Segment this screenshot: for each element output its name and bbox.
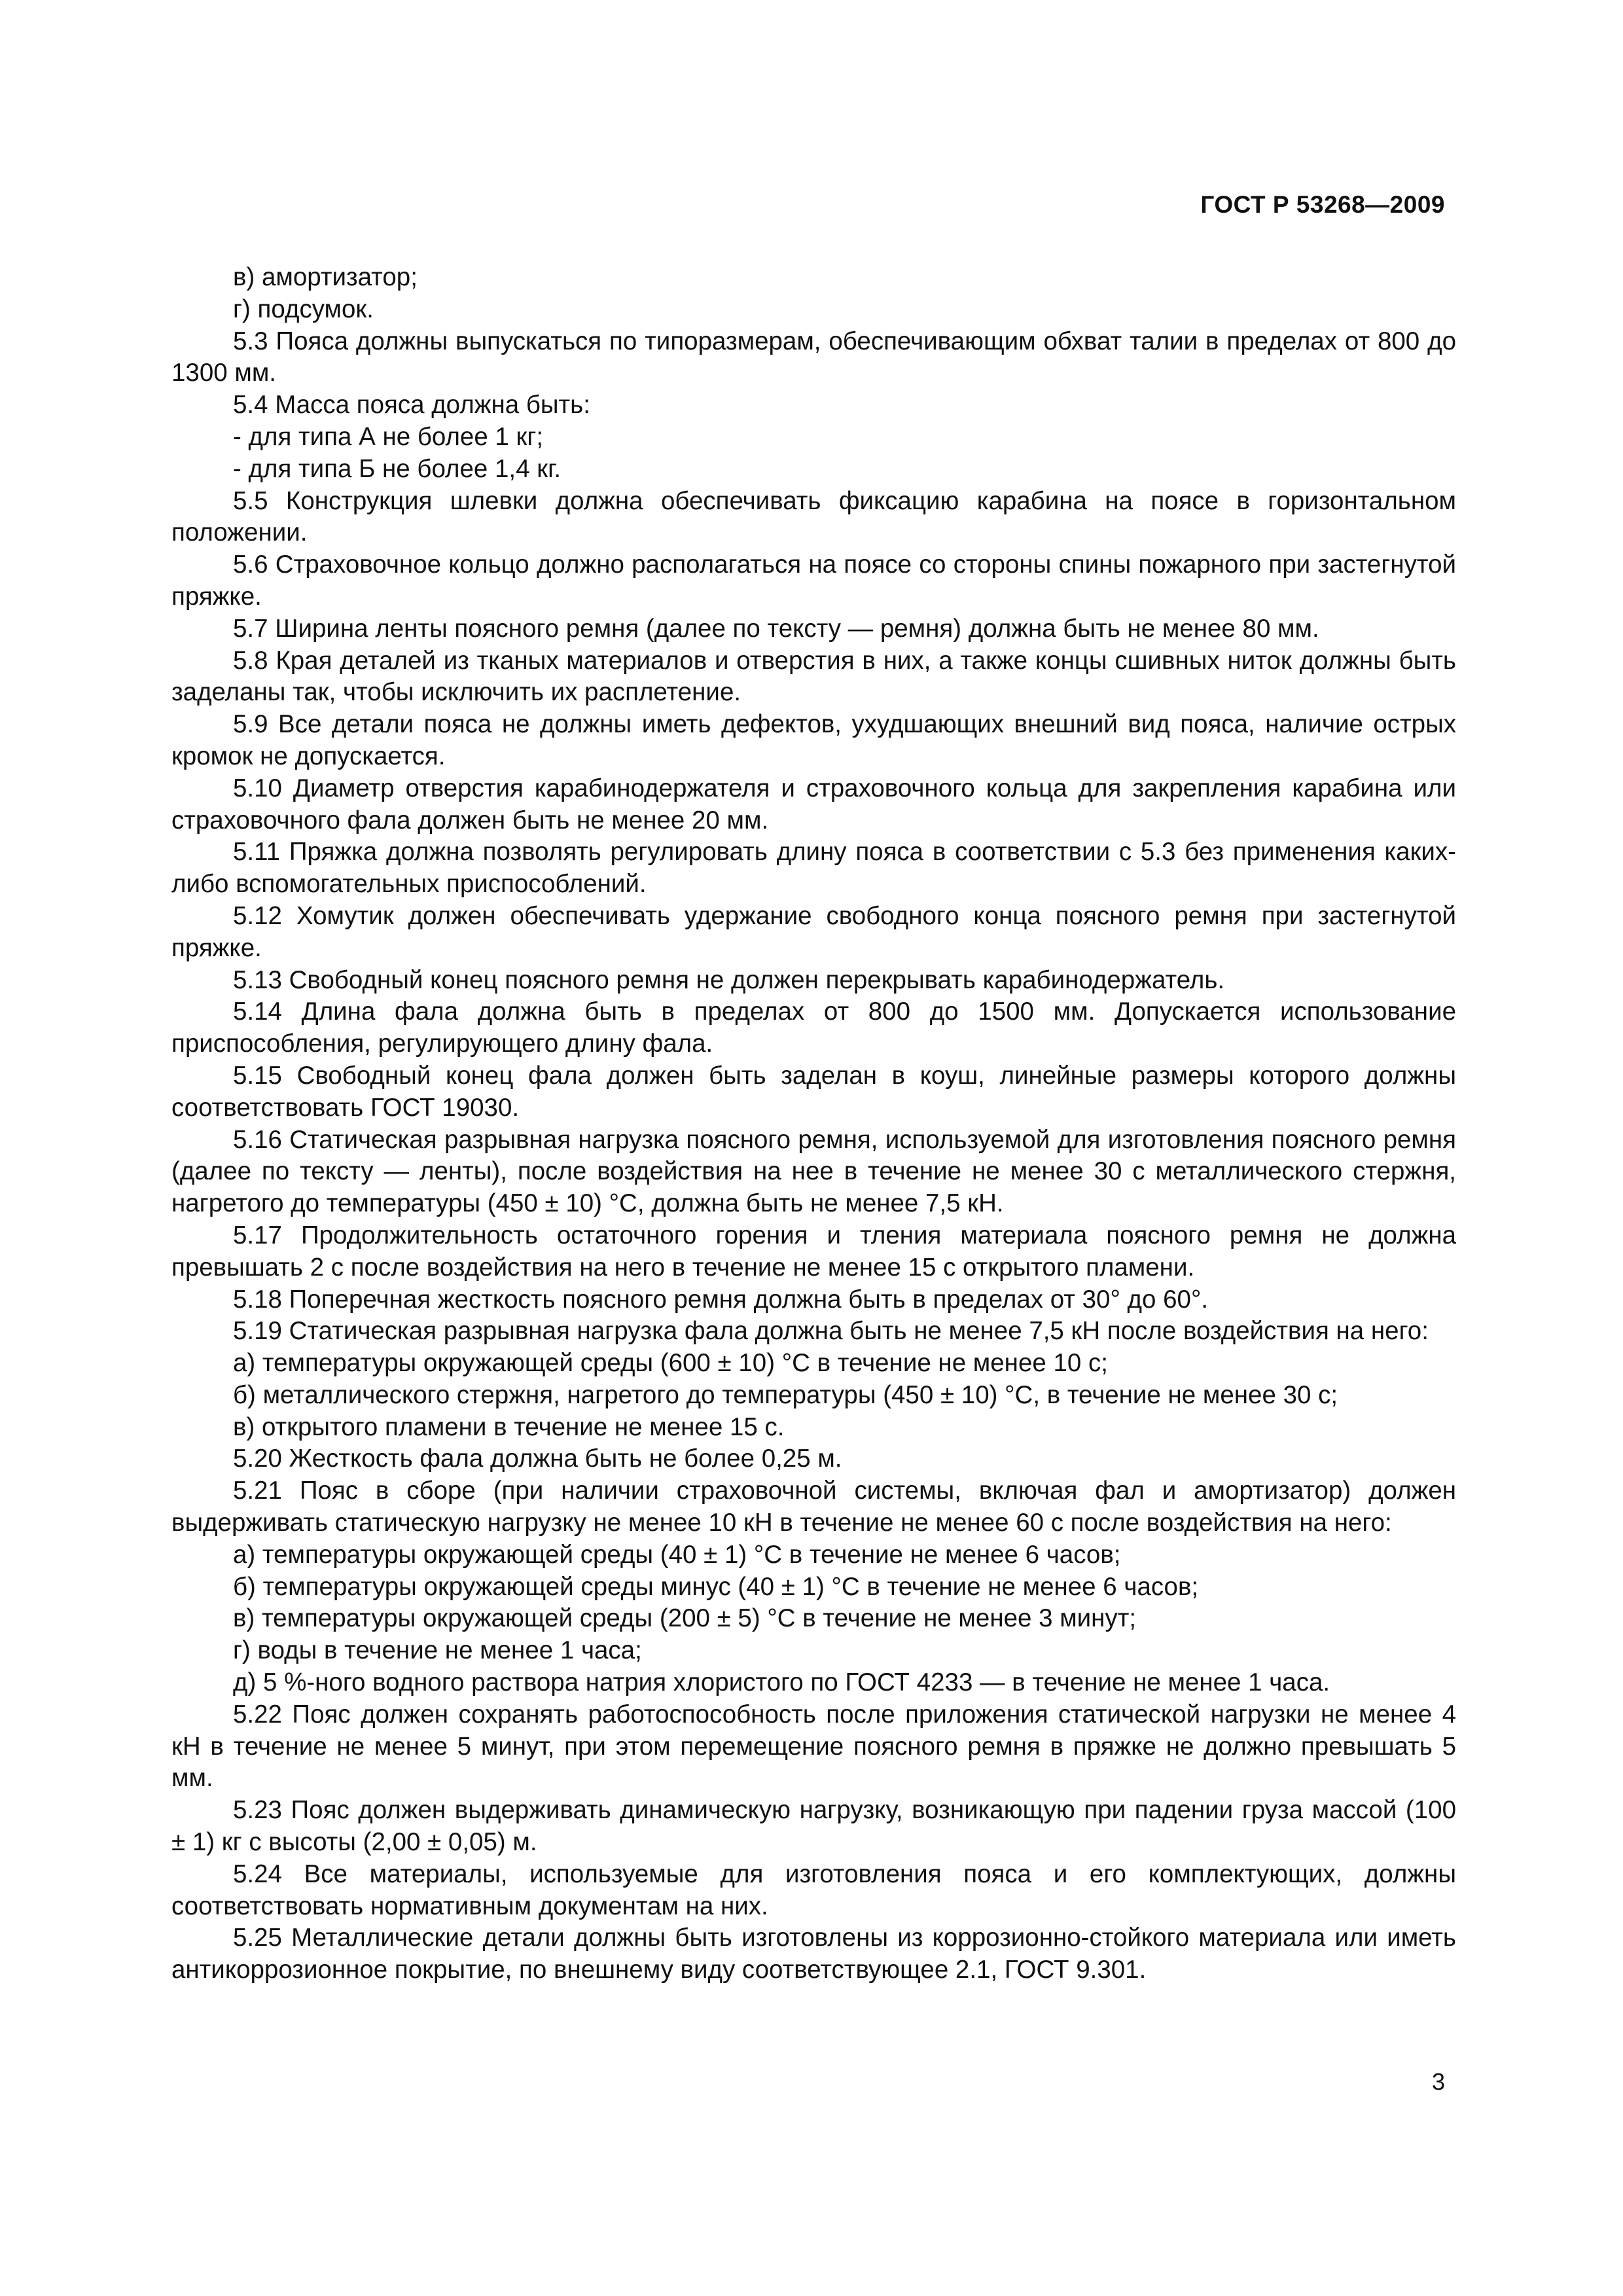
clause-5-19-b: б) металлического стержня, нагретого до температуры (450 ± 10) °С, в течение не менее 30 с; [233,1380,1338,1409]
clause-5-11: 5.11 Пряжка должна позволять регулировать длину пояса в соответствии с 5.3 без применения каких-либо вспомогательных приспособлений. [171,838,1456,899]
clause-5-18: 5.18 Поперечная жесткость поясного ремня должна быть в пределах от 30° до 60°. [233,1285,1209,1314]
clause-5-4-type-b: - для типа Б не более 1,4 кг. [233,454,562,483]
clause-5-21-d: д) 5 %-ного водного раствора натрия хлористого по ГОСТ 4233 — в течение не менее 1 часа. [233,1668,1330,1697]
clause-5-6: 5.6 Страховочное кольцо должно располагаться на поясе со стороны спины пожарного при застегнутой пряжке. [171,550,1456,611]
clause-5-17: 5.17 Продолжительность остаточного горения и тления материала поясного ремня не должна превышать 2 с после воздействия на него в течение не менее 15 с открытого пламени. [171,1221,1456,1282]
clause-5-19-a: а) температуры окружающей среды (600 ± 10) °С в течение не менее 10 с; [233,1349,1108,1378]
clause-5-9: 5.9 Все детали пояса не должны иметь дефектов, ухудшающих внешний вид пояса, наличие острых кромок не допускается. [171,710,1456,770]
clause-5-21-v: в) температуры окружающей среды (200 ± 5) °С в течение не менее 3 минут; [233,1604,1137,1633]
clause-5-5: 5.5 Конструкция шлевки должна обеспечивать фиксацию карабина на поясе в горизонтальном положении. [171,486,1456,547]
clause-5-21: 5.21 Пояс в сборе (при наличии страховочной системы, включая фал и амортизатор) должен выдерживать статическую нагрузку не менее 10 кН в течение не менее 60 с после воздействия на него: [171,1477,1456,1537]
clause-5-8: 5.8 Края деталей из тканых материалов и отверстия в них, а также концы сшивных ниток должны быть заделаны так, чтобы исключить их расплетение. [171,646,1456,707]
clause-5-3: 5.3 Пояса должны выпускаться по типоразмерам, обеспечивающим обхват талии в пределах от 800 до 1300 мм. [171,327,1456,387]
clause-5-12: 5.12 Хомутик должен обеспечивать удержание свободного конца поясного ремня при застегнутой пряжке. [171,901,1456,962]
clause-5-24: 5.24 Все материалы, используемые для изготовления пояса и его комплектующих, должны соответствовать нормативным документам на них. [171,1859,1456,1920]
clause-5-21-b: б) температуры окружающей среды минус (40 ± 1) °С в течение не менее 6 часов; [233,1572,1199,1601]
document-body [171,262,1456,1986]
clause-5-21-a: а) температуры окружающей среды (40 ± 1) °С в течение не менее 6 часов; [233,1540,1121,1569]
clause-5-19: 5.19 Статическая разрывная нагрузка фала должна быть не менее 7,5 кН после воздействия на него: [233,1317,1429,1346]
clause-5-21-g: г) воды в течение не менее 1 часа; [233,1636,642,1665]
clause-5-16: 5.16 Статическая разрывная нагрузка поясного ремня, используемой для изготовления поясного ремня (далее по тексту — ленты), после воздействия на нее в течение не менее 30 с металлического стержня, нагретого до температуры (450 ± 10) °С, должна быть не менее 7,5 кН. [171,1125,1456,1218]
list-item-v-amortizer: в) амортизатор; [233,263,418,291]
document-code-header: ГОСТ Р 53268—2009 [1200,191,1445,218]
clause-5-4-type-a: - для типа А не более 1 кг; [233,422,544,451]
clause-5-10: 5.10 Диаметр отверстия карабинодержателя и страховочного кольца для закрепления карабина или страховочного фала должен быть не менее 20 мм. [171,774,1456,834]
clause-5-4: 5.4 Масса пояса должна быть: [233,391,590,420]
clause-5-22: 5.22 Пояс должен сохранять работоспособность после приложения статической нагрузки не менее 4 кН в течение не менее 5 минут, при этом перемещение поясного ремня в пряжке не должно превышать 5 мм. [171,1700,1456,1793]
clause-5-25: 5.25 Металлические детали должны быть изготовлены из коррозионно-стойкого материала или иметь антикоррозионное покрытие, по внешнему виду соответствующее 2.1, ГОСТ 9.301. [171,1924,1456,1984]
clause-5-7: 5.7 Ширина ленты поясного ремня (далее по тексту — ремня) должна быть не менее 80 мм. [233,614,1319,643]
clause-5-14: 5.14 Длина фала должна быть в пределах от 800 до 1500 мм. Допускается использование приспособления, регулирующего длину фала. [171,997,1456,1058]
list-item-g-pouch: г) подсумок. [233,295,374,323]
clause-5-19-v: в) открытого пламени в течение не менее 15 с. [233,1412,785,1441]
clause-5-13: 5.13 Свободный конец поясного ремня не должен перекрывать карабинодержатель. [233,965,1225,994]
clause-5-15: 5.15 Свободный конец фала должен быть заделан в коуш, линейные размеры которого должны соответствовать ГОСТ 19030. [171,1061,1456,1122]
page-number: 3 [1431,2068,1445,2095]
clause-5-20: 5.20 Жесткость фала должна быть не более 0,25 м. [233,1444,842,1473]
clause-5-23: 5.23 Пояс должен выдерживать динамическую нагрузку, возникающую при падении груза массой (100 ± 1) кг с высоты (2,00 ± 0,05) м. [171,1796,1456,1857]
